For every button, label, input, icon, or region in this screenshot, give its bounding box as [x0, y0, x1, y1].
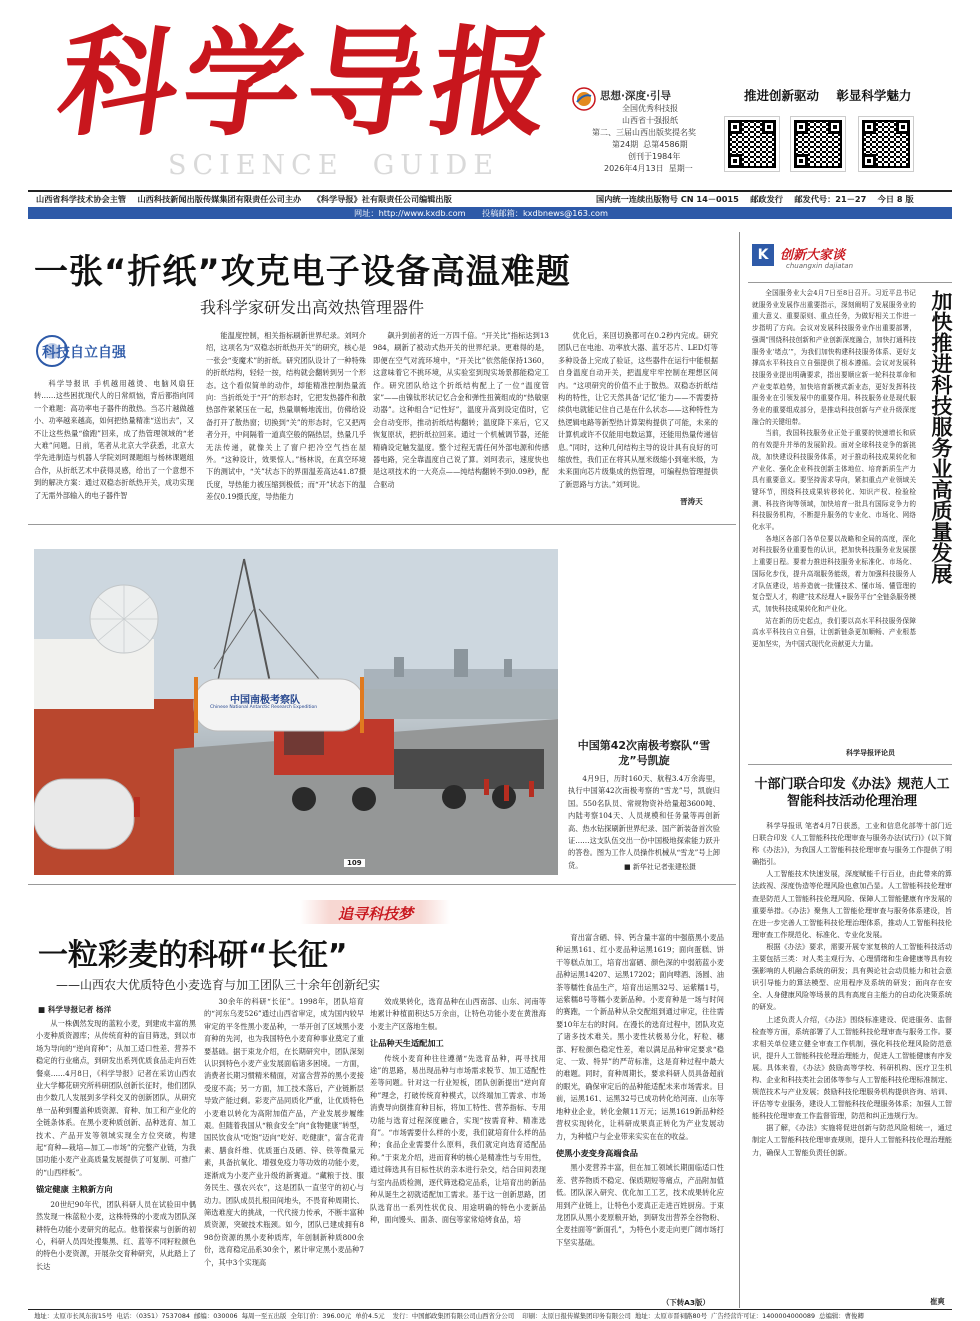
photo-caption-body-text: 4月9日，历时160天、航程3.4万余海里，执行中国第42次南极考察的“雪龙”号，凯旋归国。550名队员、常规物资补给量超3600吨、内陆考察104天、人员规模和任务量等再创新高、热水钻探刷新世界纪录、国产新装备首次验证……这支队伍交出一份中国极地探索能力跃升的答卷。图为工作人员操作机械从“雪龙”号上卸货。: [568, 774, 720, 870]
feature-subheading-1: 锚定健康 主粮新方向: [36, 1184, 113, 1195]
newspaper-logo-icon: [572, 87, 596, 111]
feature-col-3: [370, 996, 546, 1308]
feature-col-4: [556, 932, 724, 1296]
divider: [28, 190, 952, 192]
sidebar-story2-body-1: 科学导报讯 笔者4月7日获悉，工业和信息化部等十部门近日联合印发《人工智能科技伦理审查与服务办法(试行)》(以下简称《办法》)，为我国人工智能科技伦理审查与服务工作提供了明确指引。: [752, 821, 952, 867]
feature-headline-c: ”: [327, 938, 348, 973]
divider: [748, 764, 952, 765]
footer-text: 地址：太原市长风东街15号 电话：（0351）7537084 邮编：030006 每周一至五出版 全年订价：396.00元 单价4.5元 发行：中国邮政集团有限公司山西省分公司 印刷：太原日报传媒集团印务有限公司 地址：太原市晋祠路80号 广告经营许可证：1400004000089 总编辑：曹俊卿: [34, 1312, 864, 1320]
issue-date: 2026年4月13日 星期一: [604, 164, 693, 173]
feature-col-1-text: 从一株偶然发现的蓝粒小麦，到建成丰富的黑小麦种质资源库；从传统育种的盲目筛选，到以市场为导向的“逆向育种”；从加工适口性差、营养不稳定的行业痛点，到研发出系列优质食品走向百姓餐桌……4月8日，《科学导报》记者在采访山西农业大学椰花研究所科研团队创新长征时，他们团队由少数几人发展到多学科交叉的创新团队，从研究单一品种到覆盖种质资源、育种、加工和产业化的全链条体系。在黑小麦种质创新、品种选育、加工技术、产品开发等领域实现全方位突破，构建起“育种—栽培—加工—市场”的完整产业链，为我国功能小麦产业高质量发展提供了可复制、可推广的“山西样板”。: [36, 1019, 196, 1177]
divider: [739, 232, 740, 1308]
sidebar-story2-body-2: 人工智能技术快速发展，深度赋能千行百业，由此带来的算法歧视、深度伪造等伦理风险也愈加凸显。人工智能科技伦理审查是防范人工智能科技伦理风险、保障人工智能健康有序发展的重要举措。《办法》聚焦人工智能伦理审查与服务体系建设，旨在进一步完善人工智能科技伦理治理体系，推动人工智能科技伦理审查工作规范化、标准化、专业化发展。: [752, 869, 952, 939]
feature-tag-banner: [300, 900, 450, 924]
divider: [748, 282, 952, 283]
column-badge: [34, 332, 164, 368]
sidebar-body: [752, 288, 916, 748]
sidebar-body-3: 各地区各部门各单位要以战略和全局的高度，深化对科技服务业重要性的认识，把加快科技服务业发展摆上重要日程。要着力推进科技服务业标准化、市场化、国际化步伐，提升高端服务能级，着力加强科技服务人才队伍建设，培养造就一批懂技术、懂市场、懂管理的复合型人才，构建“技术经理人+服务平台”全链条服务模式，加快科技成果转化和产业化。: [752, 534, 916, 613]
honor-line-1: 全国优秀科技报: [622, 104, 678, 113]
feature-col-1b-text: 20世纪90年代，团队科研人员在试验田中偶然发现一株蓝粒小麦，这株特殊的小麦成为团队深耕特色功能小麦研究的起点。他着探索与创新的初心，科研人员四处搜集黑、红、蓝等不同籽粒颜色的特色小麦资源，开展杂交育种研究，从此踏上了长达: [36, 1199, 196, 1271]
honor-line-2: 山西省十强报纸: [622, 116, 678, 125]
lead-col-1-text: 科学导报讯 手机越用越烫、电脑风扇狂转……这些困扰现代人的日常烦恼，背后都指向同一个难题：高功率电子器件的散热。当芯片越做越小、功率越来越高，如何把热量精准“送出去”，又不让这些热量“偷跑”回来，成了热管理领域的“老大难”问题。日前，笔者从北京大学获悉，北京大学先进制造与机器人学院刘珂课题组与杨林课题组合作，从折纸艺术中获得灵感，给出了一个意想不到的解决方案：通过双稳态折纸热开关，成功实现了无需外部输入的电子器件智: [34, 379, 194, 500]
sidebar-story2-byline: 崔爽: [930, 1297, 945, 1306]
sidebar-story2-body-4: 上述负责人介绍，《办法》围绕标准建设、促进服务、监督检查等方面，系统部署了人工智能科技伦理审查与服务工作。要求相关单位建立健全审查工作机制，强化科技伦理风险防范意识，提升人工智能科技伦理治理能力，促进人工智能健康有序发展。具体来看，《办法》鼓励高等学校、科研机构、医疗卫生机构、企业和科技类社会团体等参与人工智能科技伦理标准制定、规范技术与产业发展；鼓励科技伦理服务机构提供咨询、培训、评估等专业服务，建设人工智能科技伦理服务体系；加强人工智能科技伦理审查工作监督管理，防范和纠正违规行为。: [752, 1014, 952, 1121]
sidebar-story2-body-3: 根据《办法》要求，需要开展专家复核的人工智能科技活动主要包括三类：对人类主观行为、心理情绪和生命健康等具有较强影响的人机融合系统的研发；具有舆论社会动员能力和社会意识引导能力的算法模型、应用程序及系统的研发；面向存在安全、人身健康风险等场景的具有高度自主能力的自动化决策系统的研发。: [752, 941, 952, 1012]
photo-caption-title: 中国第42次南极考察队“雪龙”号凯旋: [577, 739, 711, 767]
website-link[interactable]: 网址：http://www.kxdb.com: [354, 208, 466, 218]
feature-col-4-text: 育出富含硒、锌、钙含量丰富的中强筋黑小麦品种运黑161、红小麦品种运黑1619；面向蛋糕、饼干等糕点加工，培育出富硒、颜色深的中弱筋蓝小麦品种运黑14207、运黑17202；面向啤酒、汤圆、油茶等糯性食品生产，培育出运黑32号、运紫糯1号，运紫糯8号等糯小麦新品种。小麦育种是一场与时间的赛跑，一个新品种从杂交配组到通过审定，往往需要10年左右的时间。在漫长的选育过程中，团队攻克了诸多技术难关。黑小麦性状极易分化，籽粒、穗部、籽粒颜色稳定性差，难以满足品种审定要求“稳定、一致、特异”的严苛标准，这是育种过程中最大的难题。同时，育种周期长，要求科研人员具备超前的眼光，确保审定后的品种能适配未来市场需求。目前，运黑161、运黑32号已成功转化给河南、山东等地种业企业，转化金额11万元；运黑1619新品种经营权实现转化，让科研成果真正转化为产业发展动力，为种植户与企业带来实实在在的收益。: [556, 933, 724, 1141]
sidebar-body-2: 当前，我国科技服务业正处于重要的快速增长和质的有效提升并举的发展阶段。面对全球科技竞争的新挑战，加快建设科技服务体系，对于推动科技成果转化和产业化、强化企业科技创新主体地位、培育新质生产力具有重要意义。要坚持需求导向，紧扣重点产业领域关键环节，围绕科技成果转移转化、知识产权、检验检测、科技咨询等领域，加快培育一批具有国际竞争力的科技服务机构，不断提升服务的专业化、市场化、网络化水平。: [752, 429, 916, 532]
feature-col-3-text: 效成果转化，选育品种在山西南部、山东、河南等地累计种植面积达5万余亩，让特色功能小麦在黄淮海小麦主产区落地生根。: [370, 997, 546, 1031]
continued-note[interactable]: （下转A3版）: [662, 1298, 710, 1307]
sidebar-story2-body-5: 据了解，《办法》实施将促进创新与防范风险相统一，通过制定人工智能科技伦理审查规则，提升人工智能科技伦理治理能力，确保人工智能负责任创新。: [752, 1123, 952, 1157]
feature-headline: [38, 930, 347, 974]
feature-tag: 追寻科技梦: [338, 905, 414, 923]
photo-credit: [624, 862, 696, 872]
slogan: 推进创新驱动 彰显科学魅力: [744, 88, 912, 103]
lead-col-3: [373, 330, 549, 508]
lead-headline-c: ”攻克电子设备高温难题: [197, 252, 571, 292]
masthead-title: 科学导报: [50, 13, 566, 152]
feature-col-1: [36, 1018, 196, 1308]
qr-code-right: [858, 116, 914, 172]
feature-headline-b: 长征: [267, 938, 328, 973]
divider: [28, 524, 736, 525]
masthead: [0, 0, 980, 190]
feature-col-2-text: 30余年的科研“长征”。1998年，团队培育的“河东乌麦526”通过山西省审定，成为国内较早审定的平冬性黑小麦品种，一举开创了区域黑小麦育种的先河，也为我国特色小麦育种事业奠定了重要基础。据于束龙介绍，在长期研究中，团队深刻认识到特色小麦产业发展面临诸多困境。一方面，消费者长期习惯精米精面，对富含营养的黑小麦接受度不高；另一方面，加工技术落后，产业链断层导致产能过剩。彩麦产品同质化严重，让优质特色小麦难以转化为高附加值产品，产业发展步履维艰。但随着我国从“粮食安全”向“食物健康”转型，国民饮食从“吃饱”迈向“吃好、吃健康”，富含花青素、膳食纤维、优质蛋白及硒、锌、铁等微量元素，具备抗氧化、增强免疫力等功效的功能小麦，逐渐成为小麦产业升级的新赛道。“藏粮于技、服务民生、强农兴农”，这是团队一直坚守的初心与动力。团队成员扎根田间地头，不畏育种周期长、筛选难度大的挑战，一代代接力传承，不断丰富种质资源，突破技术瓶颈。如今，团队已建成拥有898份资源的黑小麦种质库，年创制新种质800余份，选育稳定品系30余个，累计审定黑小麦品种7个，其中3个实现高: [204, 997, 364, 1267]
sidebar-story2-headline: 十部门联合印发《办法》规范人工智能科技活动伦理治理: [754, 777, 950, 809]
sidebar-body-4: 站在新的历史起点，我们要以高水平科技服务保障高水平科技自立自强，让创新链条更加顺畅、产业根基更加坚实，为中国式现代化贡献更大力量。: [752, 616, 916, 649]
sidebar-column-pinyin: chuangxin dajiatan: [786, 262, 854, 270]
divider: [28, 884, 736, 885]
sidebar-column-icon: K: [752, 244, 774, 266]
truck-plate: 109: [344, 859, 365, 867]
lead-col-1: [34, 378, 194, 506]
sponsors-line: 山西省科学技术协会主管 山西科技新闻出版传媒集团有限责任公司主办 《科学导报》社有限责任公司编辑出版: [36, 194, 452, 204]
photo-caption-body: [568, 773, 720, 873]
issue-number: 第24期 总第4586期: [612, 140, 688, 149]
feature-subhead: ——山西农大优质特色小麦选育与加工团队三十余年创新纪实: [56, 978, 381, 992]
feature-byline: ■ 科学导报记者 杨洋: [38, 1005, 112, 1014]
masthead-subtitle-en: SCIENCE GUIDE: [168, 150, 500, 181]
lead-subhead: 我科学家研发出高效热管理器件: [200, 298, 425, 317]
container-label: 中国南极考察队: [230, 695, 300, 706]
sidebar-column-title: 创新大家谈: [780, 248, 846, 263]
lead-col-3-text: 飙升到前者的近一万四千倍。“开关比”指标达到13984，刷新了被动式热开关的世界纪录。更难得的是，即便在空气对流环境中，“开关比”依然能保持1360，这意味着它不挑环境，从实验室到现实场景都能稳定工作。研究团队给这个折纸结构配上了一位“温度管家”——由镍钛形状记忆合金和弹性扭簧组成的“热敏驱动器”。这种组合“记性好”，温度升高到设定值时，它会自动变形，推动折纸结构翻转；温度降下来后，它又恢复原状，把折纸拉回来。通过一个机械调节器，还能精确设定触发温度。整个过程无需任何外部电源和传感器电路，完全靠温度自己说了算。刘珂表示，速度快也是这项技术的一大亮点——纯结构翻转不到0.09秒，配合驱动: [373, 331, 549, 489]
qr-code-left: [724, 116, 780, 172]
publishing-line: 国内统一连续出版物号 CN 14－0015 邮政发行 邮发代号：21－27 今日 8 版: [596, 194, 914, 204]
photo-scene: [34, 549, 558, 875]
lead-col-2-text: 能温度控制，相关指标刷新世界纪录。刘珂介绍，这项名为“双稳态折纸热开关”的研究，核心是一张会“变魔术”的折纸。研究团队设计了一种特殊的折纸结构，轻轻一按，结构就会翻转到另一个形态。这个看似简单的动作，却能精准控制热量流向：当折纸处于“开”的形态时，它把发热器件和散热部件紧紧压在一起，热量顺畅地流出，仿佛给设备打开了散热窗；切换到“关”的形态时，它又把两者分开，中间隔着一道真空般的隔热层，热量几乎无法传递，就像关上了窗户把冷空气挡在屋外。“这种设计，效果惊人。”杨林说，在真空环境下的测试中，“关”状态下的界面温差高达41.87摄氏度，导热能力被压缩到极低；而“开”状态下的温差仅0.19摄氏度，导热能力: [206, 331, 366, 502]
lead-headline: [34, 244, 571, 293]
feature-col-3b-text: 传统小麦育种往往遵循“先选育品种，再寻找用途”的思路，易出现品种与市场需求脱节、加工适配性差等问题。针对这一行业短板，团队创新提出“逆向育种”理念，打破传统育种模式，以终端加工需求、市场消费导向倒推育种目标，将加工特性、营养指标、专用功能与选育过程深度融合，实现“按需育种、精准选育”。“市场需要什么样的小麦，我们就培育什么样的品种；食品企业需要什么原料，我们就定向选育适配品种。”于束龙介绍，进而育种的核心是精准性与专用性，通过筛选具有目标性状的亲本进行杂交，结合田间表现与室内品质检测，逐代筛选稳定品系，让培育出的新品种从诞生之初就适配加工需求。基于这一创新思路，团队选育出一系列性状优良、用途明确的特色小麦新品种，面向馒头、面条、面包等家常焙烤食品，培: [370, 1053, 546, 1224]
photo-credit-text: 新华社记者张建松摄: [632, 863, 696, 871]
column-badge-label: 科技自立自强: [42, 345, 126, 361]
divider: [28, 1309, 952, 1310]
qr-code-center: [790, 116, 846, 172]
feature-col-2: [204, 996, 364, 1308]
lead-byline: 晋涛天: [680, 497, 703, 506]
sidebar-story2-body: [752, 820, 952, 1306]
founded-year: 创刊于1984年: [628, 152, 681, 161]
sidebar-body-1: 全国服务业大会4月7日至8日召开。习近平总书记就服务业发展作出重要指示，深刻阐明了发展服务业的重大意义、重要原则、重点任务，为做好相关工作进一步指明了方向。会议对发展科技服务业作出重要部署，强调“围绕科技创新和产业创新深度融合，加快打通科技服务业‘堵点’”，为我们加快构建科技服务体系、更好支撑高水平科技自立自强提供了根本遵循。会议对发展科技服务业提出明确要求，指出要顺应新一轮科技革命和产业变革趋势，加快培育新模式新业态，更好发挥科技服务业在引领发展中的重要作用。科技服务业是现代服务业的重要组成部分，是推动科技创新与产业升级深度融合的关键纽带。: [752, 289, 916, 426]
motto: 思想·深度·引导: [600, 90, 671, 102]
feature-col-4b-text: 黑小麦营养丰富，但在加工领域长期面临适口性差、营养物质不稳定、保质期短等痛点，产品附加值低。团队深入研究、优化加工工艺，技术成果转化应用到产业链上，让特色小麦真正走进百姓厨房。于束龙团队从黑小麦原粮开始，到研发出营养全谷物粉、全麦挂面等“新面孔”，为特色小麦走向更广阔市场打下坚实基础。: [556, 1163, 724, 1247]
lead-col-4-text: 优化后，来回切换都可在0.2秒内完成。研究团队已在电池、功率放大器、蓝牙芯片、LED灯等多种设备上完成了验证，这些器件在运行中能根据自身温度自动开关，把温度牢牢控制在理想区间内。“这项研究的价值不止于散热。双稳态折纸结构的特性，让它天然具备‘记忆’能力——不需要持续供电就能记住自己是在什么状态——这种特性为热逻辑电路等新型热计算架构提供了可能，未来的计算机或许不仅能用电数运算，还能用热量传递信息。”同时，这种几何结构主导的设计具有良好的可缩放性，我们正在将其从厘米级缩小到毫米级，为未来面向芯片级集成的热管理，可编程热管理提供了新思路与方法。”刘珂说。: [558, 331, 718, 489]
feature-subheading-2: 让品种天生适配加工: [370, 1038, 444, 1049]
lead-col-2: [206, 330, 366, 508]
photo-credit-marker: ■: [624, 863, 633, 871]
sidebar-headline: 加快推进科技服务业高质量发展: [929, 290, 953, 584]
feature-subheading-3: 使黑小麦变身高端食品: [556, 1147, 638, 1158]
sidebar-byline: 科学导报评论员: [846, 749, 895, 757]
lead-headline-b: 折纸: [127, 252, 198, 292]
sidebar-column-header: [752, 244, 952, 278]
feature-headline-a: 一粒彩麦的科研“: [38, 938, 268, 973]
container-label-en: Chinese National Antarctic Research Expedition: [210, 705, 318, 710]
lead-col-4: [558, 330, 718, 496]
honor-line-3: 第二、三届山西出版奖提名奖: [592, 128, 696, 137]
news-photo: [34, 549, 558, 875]
email-link[interactable]: 投稿邮箱：kxdbnews@163.com: [482, 208, 609, 218]
lead-headline-a: 一张“: [34, 252, 128, 292]
